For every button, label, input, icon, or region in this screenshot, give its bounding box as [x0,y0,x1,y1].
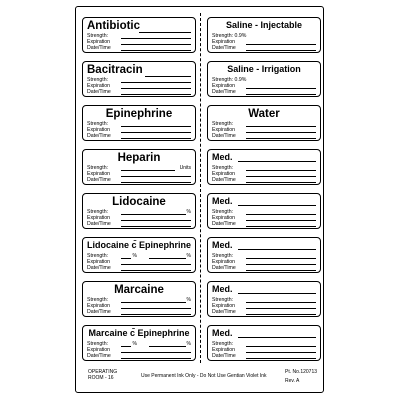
strength-field: Strength: [87,78,191,83]
datetime-field: Date/Time [87,354,191,359]
datetime-field: Date/Time [212,90,316,95]
expiration-field: Expiration [87,260,191,265]
expiration-field: Expiration [212,84,316,89]
strength-field: Strength: % % [87,253,191,259]
expiration-field: Expiration [87,128,191,133]
expiration-field: Expiration [212,304,316,309]
expiration-field: Expiration [87,40,191,45]
label-antibiotic [82,17,196,53]
unit-label: % [186,341,191,347]
part-number: Pt. No.120713 [285,369,317,375]
label-title: Heparin [117,152,161,164]
strength-field: Strength: [212,254,316,259]
datetime-field: Date/Time [212,134,316,139]
label-lidocaine-epinephrine [82,237,196,273]
strength-field: Strength: % % [87,341,191,347]
label-heparin [82,149,196,185]
label-lidocaine [82,193,196,229]
expiration-field: Expiration [212,40,316,45]
label-title: Med. [212,240,233,250]
strength-field: Strength: 0.9% [212,33,247,39]
expiration-field: Expiration [87,348,191,353]
label-saline-irrigation [207,61,321,97]
label-water [207,105,321,141]
label-marcaine-epinephrine [82,325,196,361]
expiration-field: Expiration [87,172,191,177]
strength-field: Strength: [87,122,191,127]
datetime-field: Date/Time [87,178,191,183]
unit-label: % [132,253,137,259]
expiration-field: Expiration [212,172,316,177]
strength-field: Strength: % [87,209,191,215]
strength-field: Strength: Units [87,165,191,171]
room-text: OPERATING ROOM - 16 [88,369,118,381]
label-saline-injectable [207,17,321,53]
expiration-field: Expiration [212,348,316,353]
label-title: Marcaine [114,284,164,296]
datetime-field: Date/Time [87,222,191,227]
unit-label: Units [179,165,191,171]
label-title: Lidocaine [112,196,166,208]
datetime-field: Date/Time [212,178,316,183]
label-med-3 [207,237,321,273]
strength-field: Strength: [212,342,316,347]
label-med-1 [207,149,321,185]
label-med-4 [207,281,321,317]
strength-field: Strength: [212,122,316,127]
expiration-field: Expiration [87,216,191,221]
label-med-5 [207,325,321,361]
label-title: Saline - Irrigation [227,64,301,74]
label-title: Med. [212,328,233,338]
label-marcaine [82,281,196,317]
datetime-field: Date/Time [87,310,191,315]
strength-field: Strength: % [87,297,191,303]
label-title: Med. [212,284,233,294]
label-sheet [75,6,324,393]
datetime-field: Date/Time [87,90,191,95]
part-info [285,369,317,384]
label-title: Water [248,108,280,120]
ink-note: Use Permanent Ink Only - Do Not Use Gentian Violet Ink [141,373,267,379]
expiration-field: Expiration [212,260,316,265]
datetime-field: Date/Time [87,134,191,139]
label-bacitracin [82,61,196,97]
label-title: Epinephrine [105,108,173,120]
label-title: Antibiotic [87,20,141,32]
expiration-field: Expiration [87,304,191,309]
label-title: Marcaine c̄ Epinephrine [88,328,190,338]
revision: Rev. A [285,378,300,384]
strength-field: Strength: [212,166,316,171]
label-title: Saline - Injectable [225,20,303,30]
label-title: Med. [212,152,233,162]
unit-label: % [186,209,191,215]
datetime-field: Date/Time [212,310,316,315]
expiration-field: Expiration [87,84,191,89]
label-title: Med. [212,196,233,206]
label-epinephrine [82,105,196,141]
datetime-field: Date/Time [212,222,316,227]
datetime-field: Date/Time [212,354,316,359]
label-title: Lidocaine c̄ Epinephrine [87,240,192,250]
datetime-field: Date/Time [212,46,316,51]
strength-field: Strength: 0.9% [212,77,247,83]
strength-field: Strength: [87,34,191,39]
expiration-field: Expiration [212,128,316,133]
label-title: Bacitracin [87,64,143,76]
unit-label: % [186,297,191,303]
perforation-divider [200,13,201,363]
datetime-field: Date/Time [212,266,316,271]
label-med-2 [207,193,321,229]
datetime-field: Date/Time [87,266,191,271]
unit-label: % [186,253,191,259]
strength-field: Strength: [212,298,316,303]
strength-field: Strength: [212,210,316,215]
expiration-field: Expiration [212,216,316,221]
unit-label: % [132,341,137,347]
datetime-field: Date/Time [87,46,191,51]
